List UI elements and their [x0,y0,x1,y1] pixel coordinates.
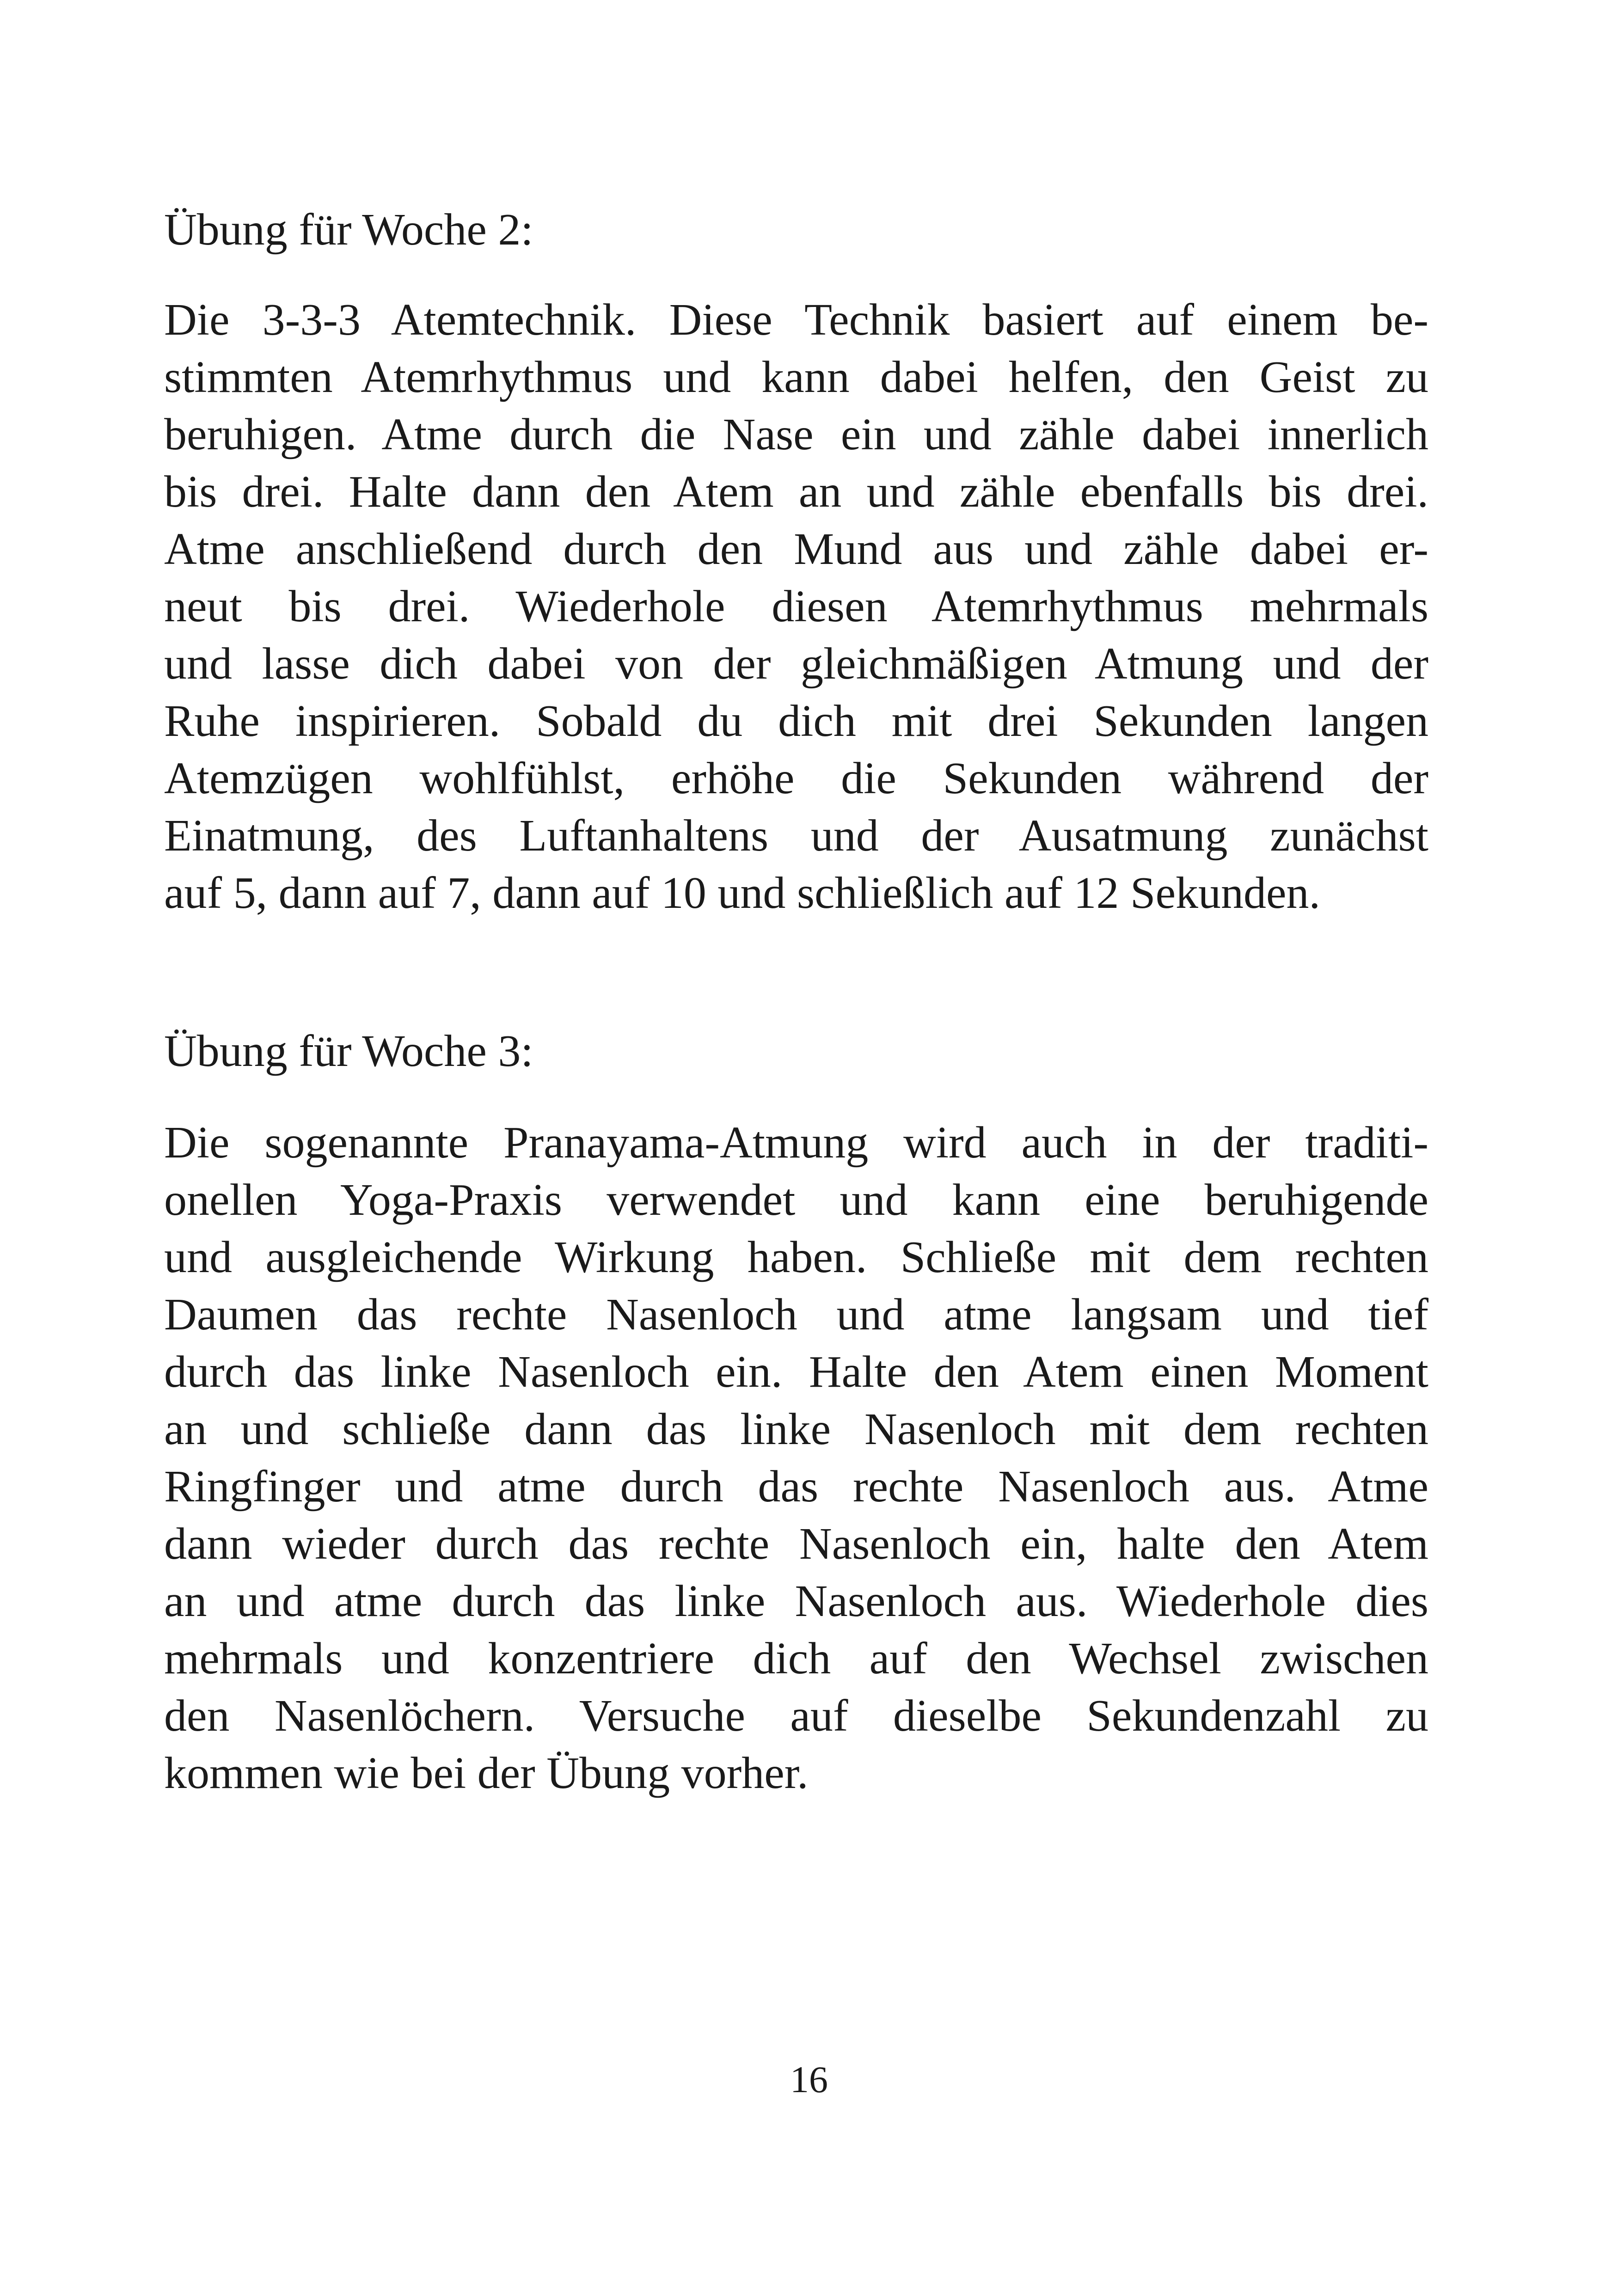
body-line: beruhigen. Atme durch die Nase ein und zähle dabei innerlich [164,410,1428,459]
body-line: onellen Yoga-Praxis verwendet und kann eine beruhigende [164,1175,1428,1225]
section-body-week-3 [164,1114,1428,1802]
body-line: Ruhe inspirieren. Sobald du dich mit drei Sekunden langen [164,696,1428,746]
page-number: 16 [790,2058,828,2100]
body-line: Einatmung, des Luftanhaltens und der Ausatmung zunächst [164,811,1428,861]
body-line: auf 5, dann auf 7, dann auf 10 und schließlich auf 12 Sekunden. [164,868,1321,918]
body-line: Atemzügen wohlfühlst, erhöhe die Sekunden während der [164,753,1428,803]
body-line: bis drei. Halte dann den Atem an und zähle ebenfalls bis drei. [164,467,1428,517]
body-line: dann wieder durch das rechte Nasenloch ein, halte den Atem [164,1519,1428,1569]
section-heading-week-2: Übung für Woche 2: [164,205,533,255]
section-heading-week-3: Übung für Woche 3: [164,1026,533,1076]
section-body-week-2 [164,291,1428,922]
body-line: und lasse dich dabei von der gleichmäßigen Atmung und der [164,639,1428,689]
body-line: kommen wie bei der Übung vorher. [164,1748,809,1798]
body-line: Die 3-3-3 Atemtechnik. Diese Technik basiert auf einem be- [164,295,1428,345]
body-line: an und schließe dann das linke Nasenloch mit dem rechten [164,1404,1428,1454]
body-line: an und atme durch das linke Nasenloch aus. Wiederhole dies [164,1576,1428,1626]
body-line: Ringfinger und atme durch das rechte Nasenloch aus. Atme [164,1462,1428,1512]
body-line: Die sogenannte Pranayama-Atmung wird auch in der traditi- [164,1118,1428,1168]
body-line: durch das linke Nasenloch ein. Halte den Atem einen Moment [164,1347,1428,1397]
body-line: neut bis drei. Wiederhole diesen Atemrhythmus mehrmals [164,582,1428,631]
body-line: stimmten Atemrhythmus und kann dabei helfen, den Geist zu [164,352,1428,402]
body-line: mehrmals und konzentriere dich auf den Wechsel zwischen [164,1634,1428,1684]
body-line: den Nasenlöchern. Versuche auf dieselbe Sekundenzahl zu [164,1691,1428,1741]
body-line: Atme anschließend durch den Mund aus und zähle dabei er- [164,524,1428,574]
body-line: und ausgleichende Wirkung haben. Schließe mit dem rechten [164,1232,1428,1282]
body-line: Daumen das rechte Nasenloch und atme langsam und tief [164,1290,1428,1340]
